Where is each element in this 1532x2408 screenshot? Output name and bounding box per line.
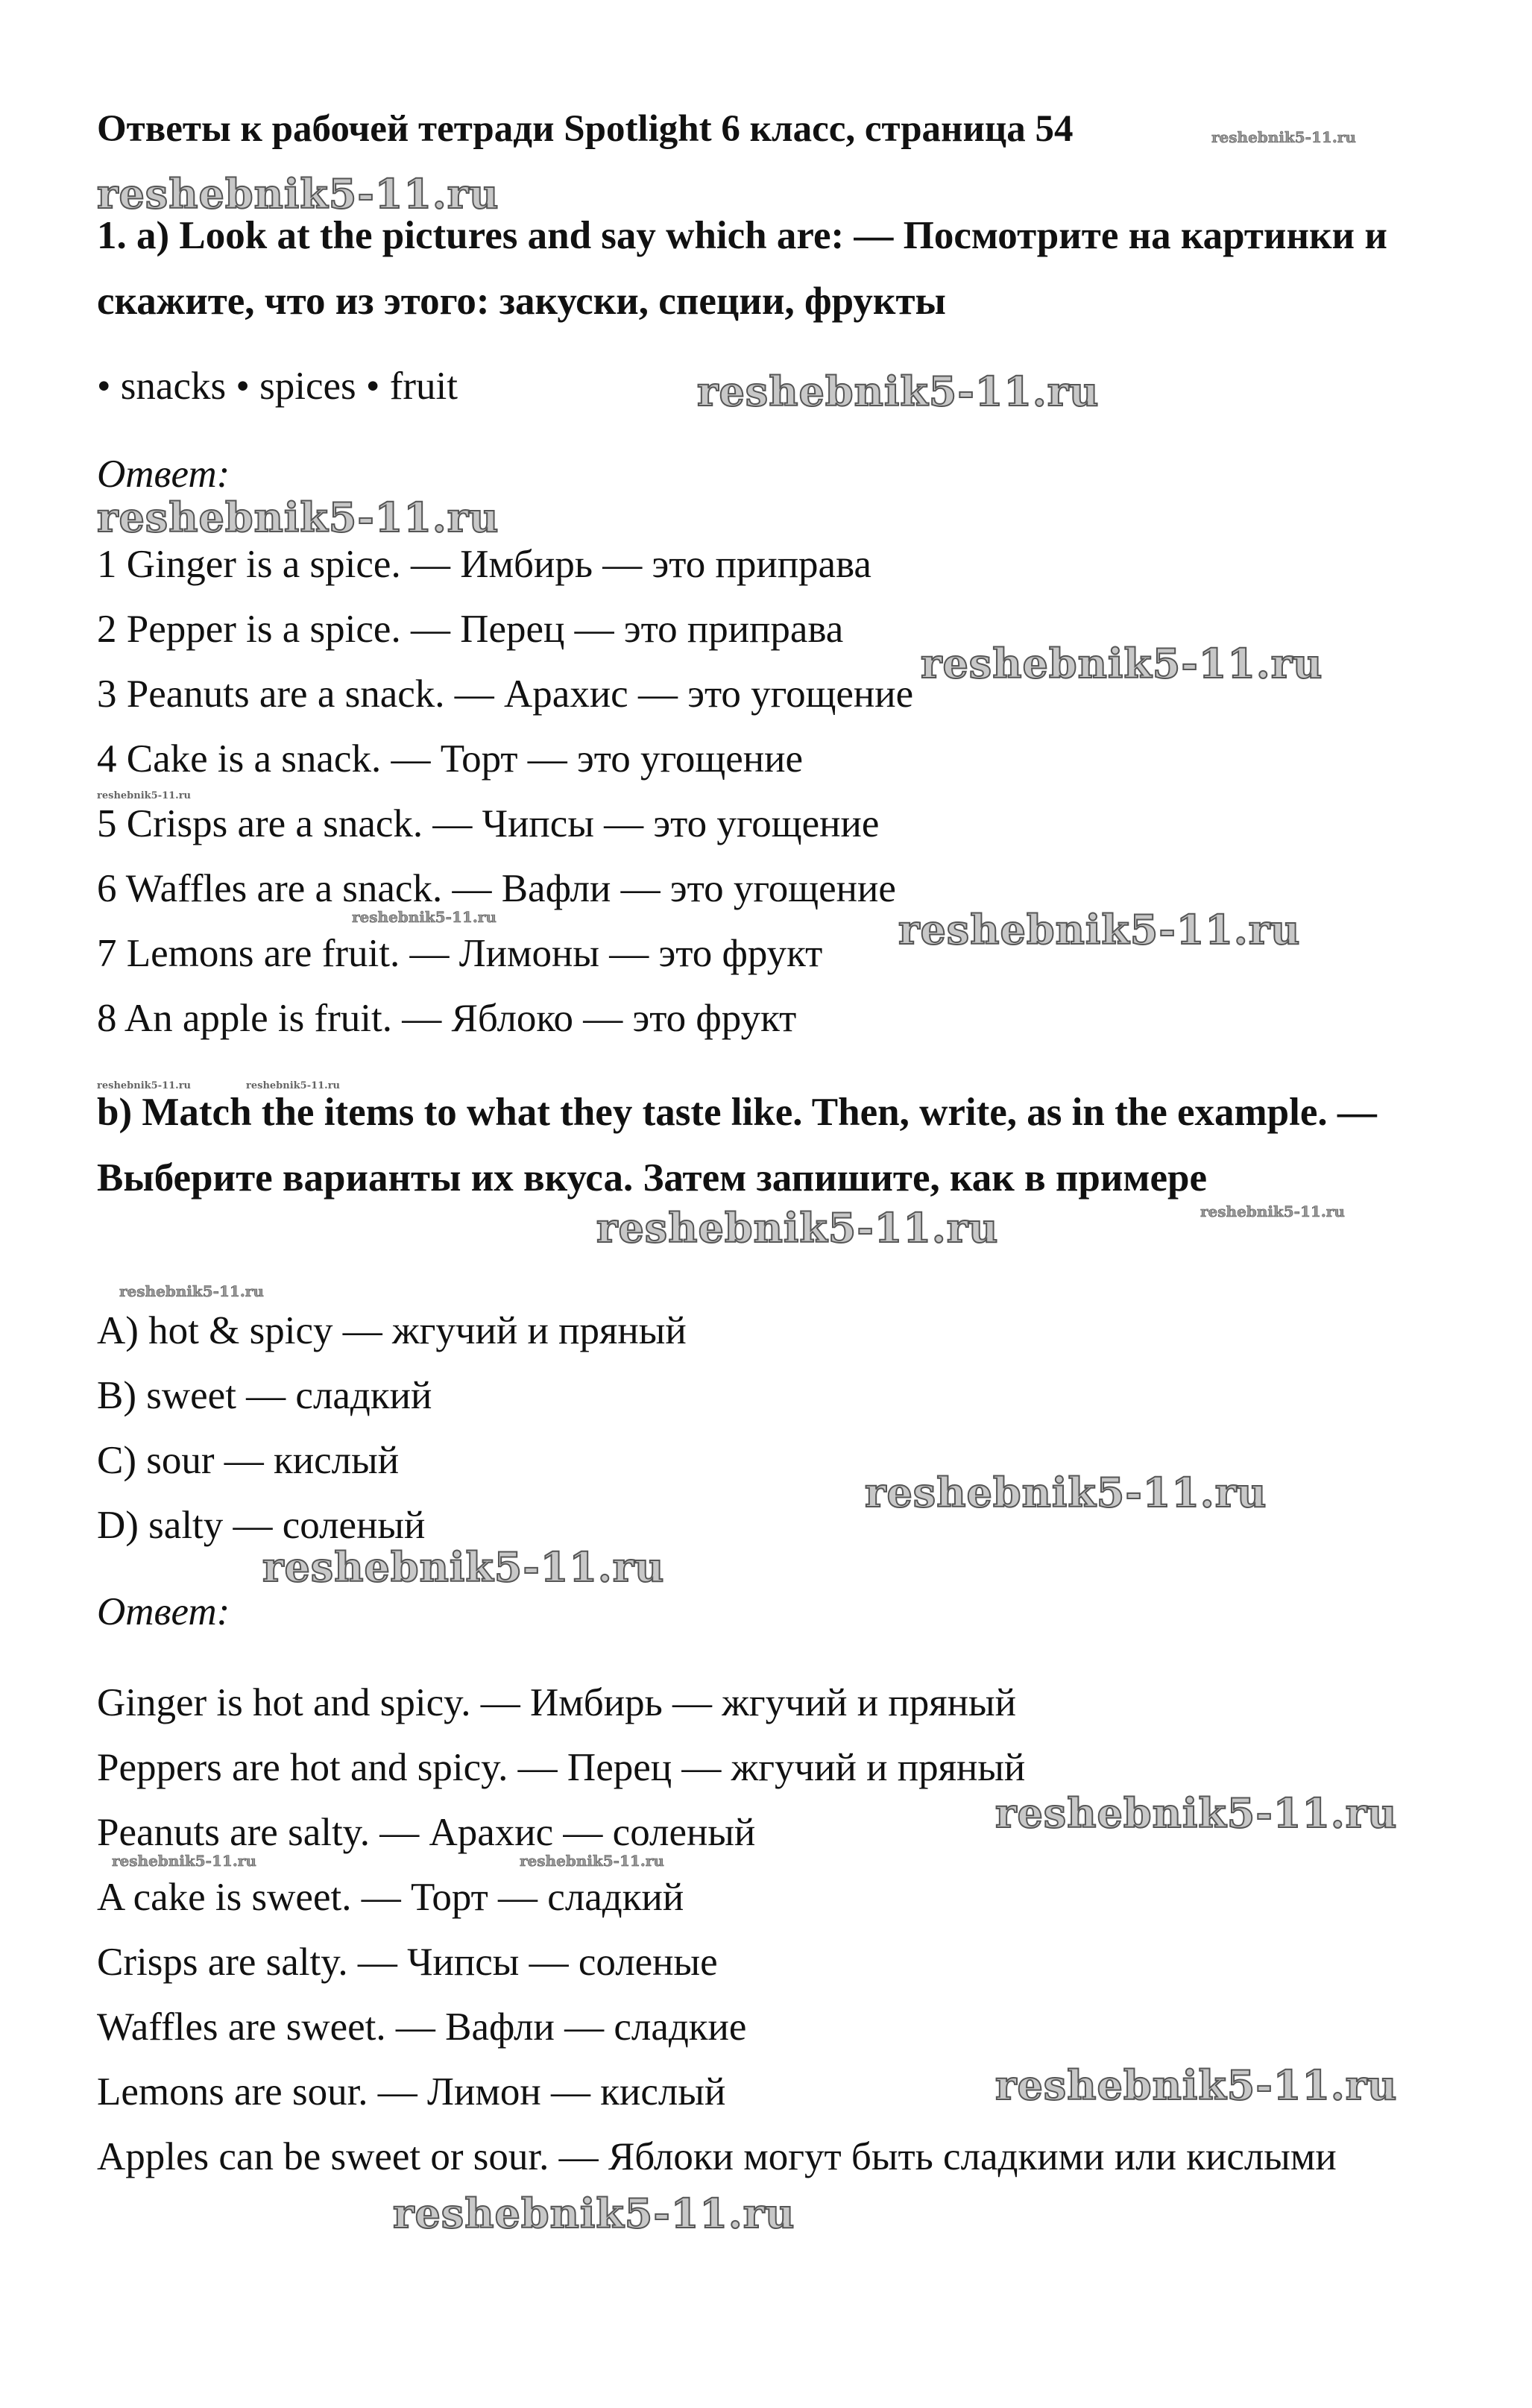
answer-line: 1 Ginger is a spice. — Имбирь — это приправа: [97, 543, 871, 586]
answer-line: Lemons are sour. — Лимон — кислый: [97, 2070, 726, 2114]
answer-line: 7 Lemons are fruit. — Лимоны — это фрукт: [97, 932, 823, 975]
answer-line: A cake is sweet. — Торт — сладкий: [97, 1876, 684, 1919]
category-list: • snacks • spices • fruit: [97, 365, 458, 408]
exercise-1a-heading: 1. a) Look at the pictures and say which are: — Посмотрите на картинки и скажите, что из этого: закуски, специи, фрукты: [97, 214, 1387, 323]
watermark: reshebnik5-11.ru: [520, 1852, 664, 1870]
answer-line: Crisps are salty. — Чипсы — соленые: [97, 1941, 718, 1984]
taste-option: B) sweet — сладкий: [97, 1374, 432, 1417]
watermark: reshebnik5-11.ru: [97, 790, 192, 801]
answer-line: Ginger is hot and spicy. — Имбирь — жгучий и пряный: [97, 1681, 1016, 1724]
answer-line: Peanuts are salty. — Арахис — соленый: [97, 1811, 756, 1854]
watermark: reshebnik5-11.ru: [393, 2190, 795, 2237]
watermark: reshebnik5-11.ru: [119, 1282, 264, 1300]
watermark: reshebnik5-11.ru: [596, 1204, 999, 1252]
answer-label-1: Ответ:: [97, 453, 230, 496]
watermark: reshebnik5-11.ru: [865, 1469, 1267, 1516]
watermark: reshebnik5-11.ru: [995, 1789, 1398, 1837]
answer-line: Waffles are sweet. — Вафли — сладкие: [97, 2005, 747, 2049]
watermark: reshebnik5-11.ru: [697, 368, 1100, 415]
watermark: reshebnik5-11.ru: [97, 1080, 192, 1091]
answer-line: 4 Cake is a snack. — Торт — это угощение: [97, 737, 804, 781]
answer-line: 2 Pepper is a spice. — Перец — это приправа: [97, 608, 844, 651]
taste-option: C) sour — кислый: [97, 1439, 400, 1482]
answer-line: 3 Peanuts are a snack. — Арахис — это угощение: [97, 672, 914, 716]
exercise-1b-heading: b) Match the items to what they taste like. Then, write, as in the example. — Выберите варианты их вкуса. Затем запишите, как в примере: [97, 1091, 1377, 1200]
taste-option: A) hot & spicy — жгучий и пряный: [97, 1309, 687, 1352]
watermark: reshebnik5-11.ru: [1211, 128, 1356, 146]
answer-line: Peppers are hot and spicy. — Перец — жгучий и пряный: [97, 1746, 1026, 1789]
watermark: reshebnik5-11.ru: [246, 1080, 341, 1091]
answer-line: 8 An apple is fruit. — Яблоко — это фрукт: [97, 997, 797, 1040]
watermark: reshebnik5-11.ru: [1200, 1203, 1345, 1220]
answer-label-2: Ответ:: [97, 1590, 230, 1633]
watermark: reshebnik5-11.ru: [898, 906, 1301, 954]
watermark: reshebnik5-11.ru: [995, 2061, 1398, 2109]
watermark: reshebnik5-11.ru: [97, 170, 499, 218]
answer-line: 6 Waffles are a snack. — Вафли — это угощение: [97, 867, 896, 910]
watermark: reshebnik5-11.ru: [112, 1852, 256, 1870]
watermark: reshebnik5-11.ru: [352, 908, 497, 926]
page-title: Ответы к рабочей тетради Spotlight 6 класс, страница 54: [97, 108, 1074, 150]
answer-line: 5 Crisps are a snack. — Чипсы — это угощение: [97, 802, 880, 845]
watermark: reshebnik5-11.ru: [97, 494, 499, 541]
taste-option: D) salty — соленый: [97, 1504, 426, 1547]
watermark: reshebnik5-11.ru: [921, 640, 1323, 687]
answer-line: Apples can be sweet or sour. — Яблоки могут быть сладкими или кислыми: [97, 2135, 1337, 2178]
watermark: reshebnik5-11.ru: [262, 1543, 665, 1591]
